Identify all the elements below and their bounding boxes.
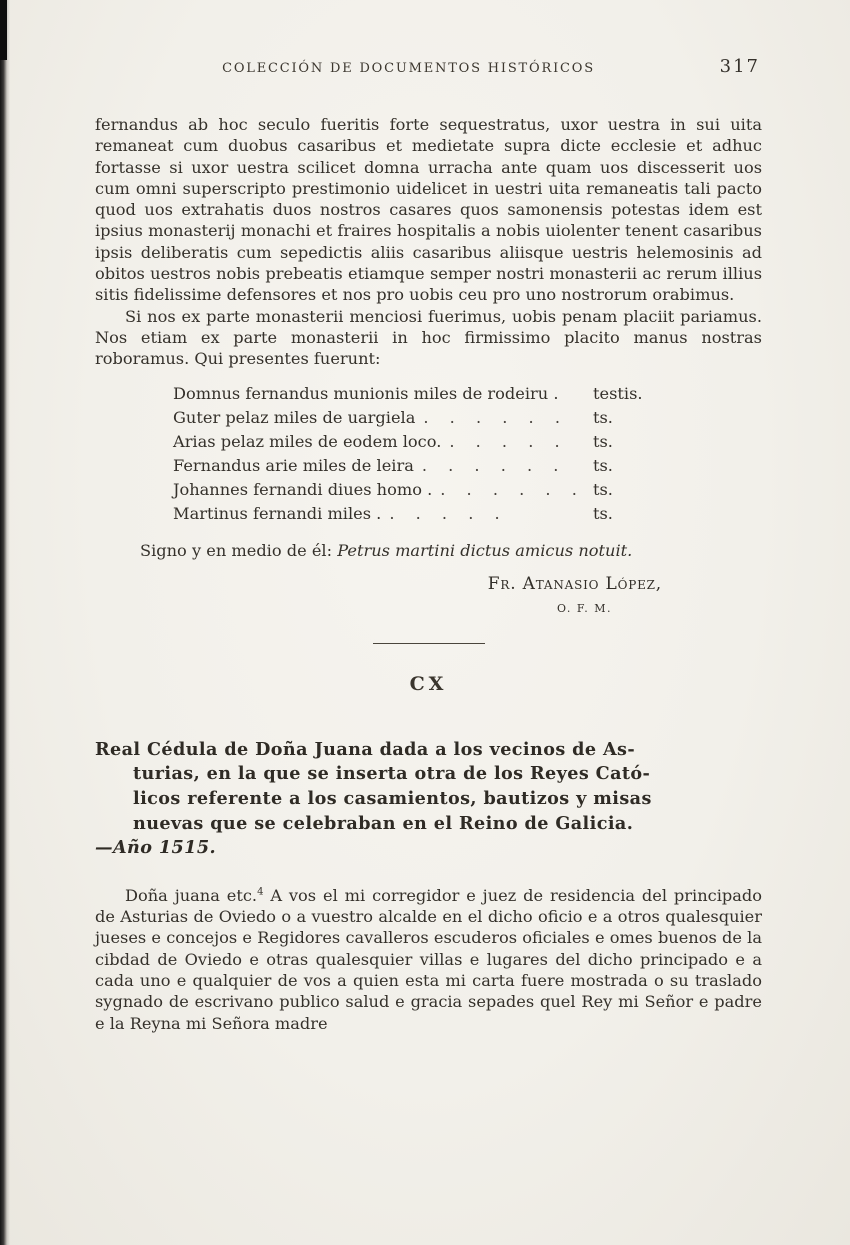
heading-line: Real Cédula de Doña Juana dada a los vecinos de As- — [95, 738, 636, 760]
body-text: A vos el mi corregidor e juez de residencia del principado de Asturias de Oviedo o a vuestro alcalde en el dicho oficio e a otros qualesquier jueses e concejos e Regidores cavalleros escuderos oficiales e omes buenos de la cibdad de Oviedo e otras qualesquier villas e lugares del dicho principado e a cada uno e qualquier de vos a quien esta mi carta fuere mostrada o su traslado sygnado de escrivano publico salud e gracia sepades quel Rey mi Señor e padre e la Reyna mi Señora madre — [95, 885, 762, 1033]
witness-row — [173, 454, 651, 478]
dot-leader: . . . . . — [389, 503, 500, 523]
latin-paragraph-2: Si nos ex parte monasterii menciosi fuerimus, uobis penam placiit pariamus. Nos etiam ex parte monasterii in hoc firmissimo placito manus nostras roboramus. Qui presentes fuerunt: — [95, 306, 762, 369]
heading-line: licos referente a los casamientos, bautizos y misas — [133, 787, 652, 809]
signature-block — [95, 574, 762, 620]
section-number: CX — [409, 673, 448, 696]
binding-shadow — [0, 0, 10, 1245]
document-heading — [95, 738, 762, 861]
footnote-marker: 4 — [257, 886, 264, 898]
dot-leader: . . . . . . — [423, 407, 560, 427]
heading-line: nuevas que se celebraban en el Reino de Galicia. — [133, 812, 634, 834]
witness-row — [173, 406, 651, 430]
witness-row — [173, 478, 651, 502]
witness-row — [173, 382, 651, 406]
heading-year: —Año 1515. — [95, 837, 216, 859]
witness-row — [173, 430, 651, 454]
body-paragraph — [95, 885, 762, 1034]
section-divider-rule — [373, 643, 485, 644]
dot-leader: . . . . . . — [440, 479, 577, 499]
witness-name: Martinus fernandi miles . — [173, 503, 382, 523]
signature-name: Fr. Atanasio López, — [487, 573, 662, 594]
witness-mark: ts. — [593, 479, 613, 499]
dot-leader: . . . . . . — [421, 455, 559, 475]
signo-line — [95, 540, 762, 561]
running-header — [95, 56, 762, 82]
witness-mark: ts. — [593, 431, 613, 451]
signature-order: O. F. M. — [556, 602, 612, 616]
witness-name: Fernandus arie miles de leira — [173, 455, 414, 475]
signo-latin-phrase: Petrus martini dictus amicus notuit. — [337, 540, 633, 560]
witness-mark: ts. — [593, 455, 613, 475]
witness-row — [173, 502, 651, 526]
binding-shadow-top — [0, 0, 7, 60]
text-block — [95, 114, 762, 1034]
witness-name: Guter pelaz miles de uargiela — [173, 407, 416, 427]
running-title: COLECCIÓN DE DOCUMENTOS HISTÓRICOS — [222, 61, 595, 76]
dot-leader: . . . . . — [449, 431, 560, 451]
latin-paragraph-1: fernandus ab hoc seculo fueritis forte sequestratus, uxor uestra in sui uita remaneat cum duobus casaribus et medietate supra dicte ecclesie et adhuc fortasse si uxor uestra scilicet domna urracha ante quam uos discesserit uos cum omni superscripto prestimonio uidelicet in uestri uita remaneatis tali pacto quod uos extrahatis duos nostros casares quos samonensis potestas idem est ipsius monasterij monachi et fraires hospitalis a nobis uiolenter tenent casaribus ipsis deliberatis cum sepedictis aliis casaribus aliisque uestris helemosinis ad obitos uestros nobis prebeatis etiamque semper nostri monasterii ac rerum illius sitis fidelissime defensores et nos pro uobis ceu pro uno nostrorum orabimus. — [95, 115, 762, 305]
witness-name: Domnus fernandus munionis miles de rodeiru . — [173, 383, 559, 403]
body-lead: Doña juana etc. — [125, 885, 258, 905]
witness-name: Johannes fernandi diues homo . — [173, 479, 433, 499]
witness-mark: testis. — [593, 383, 643, 403]
witness-name: Arias pelaz miles de eodem loco. — [173, 431, 442, 451]
witness-list — [173, 382, 651, 526]
signo-prefix: Signo y en medio de él: — [140, 540, 338, 560]
page-number: 317 — [719, 56, 760, 77]
witness-mark: ts. — [593, 503, 613, 523]
heading-line: turias, en la que se inserta otra de los Reyes Cató- — [133, 763, 651, 785]
witness-mark: ts. — [593, 407, 613, 427]
